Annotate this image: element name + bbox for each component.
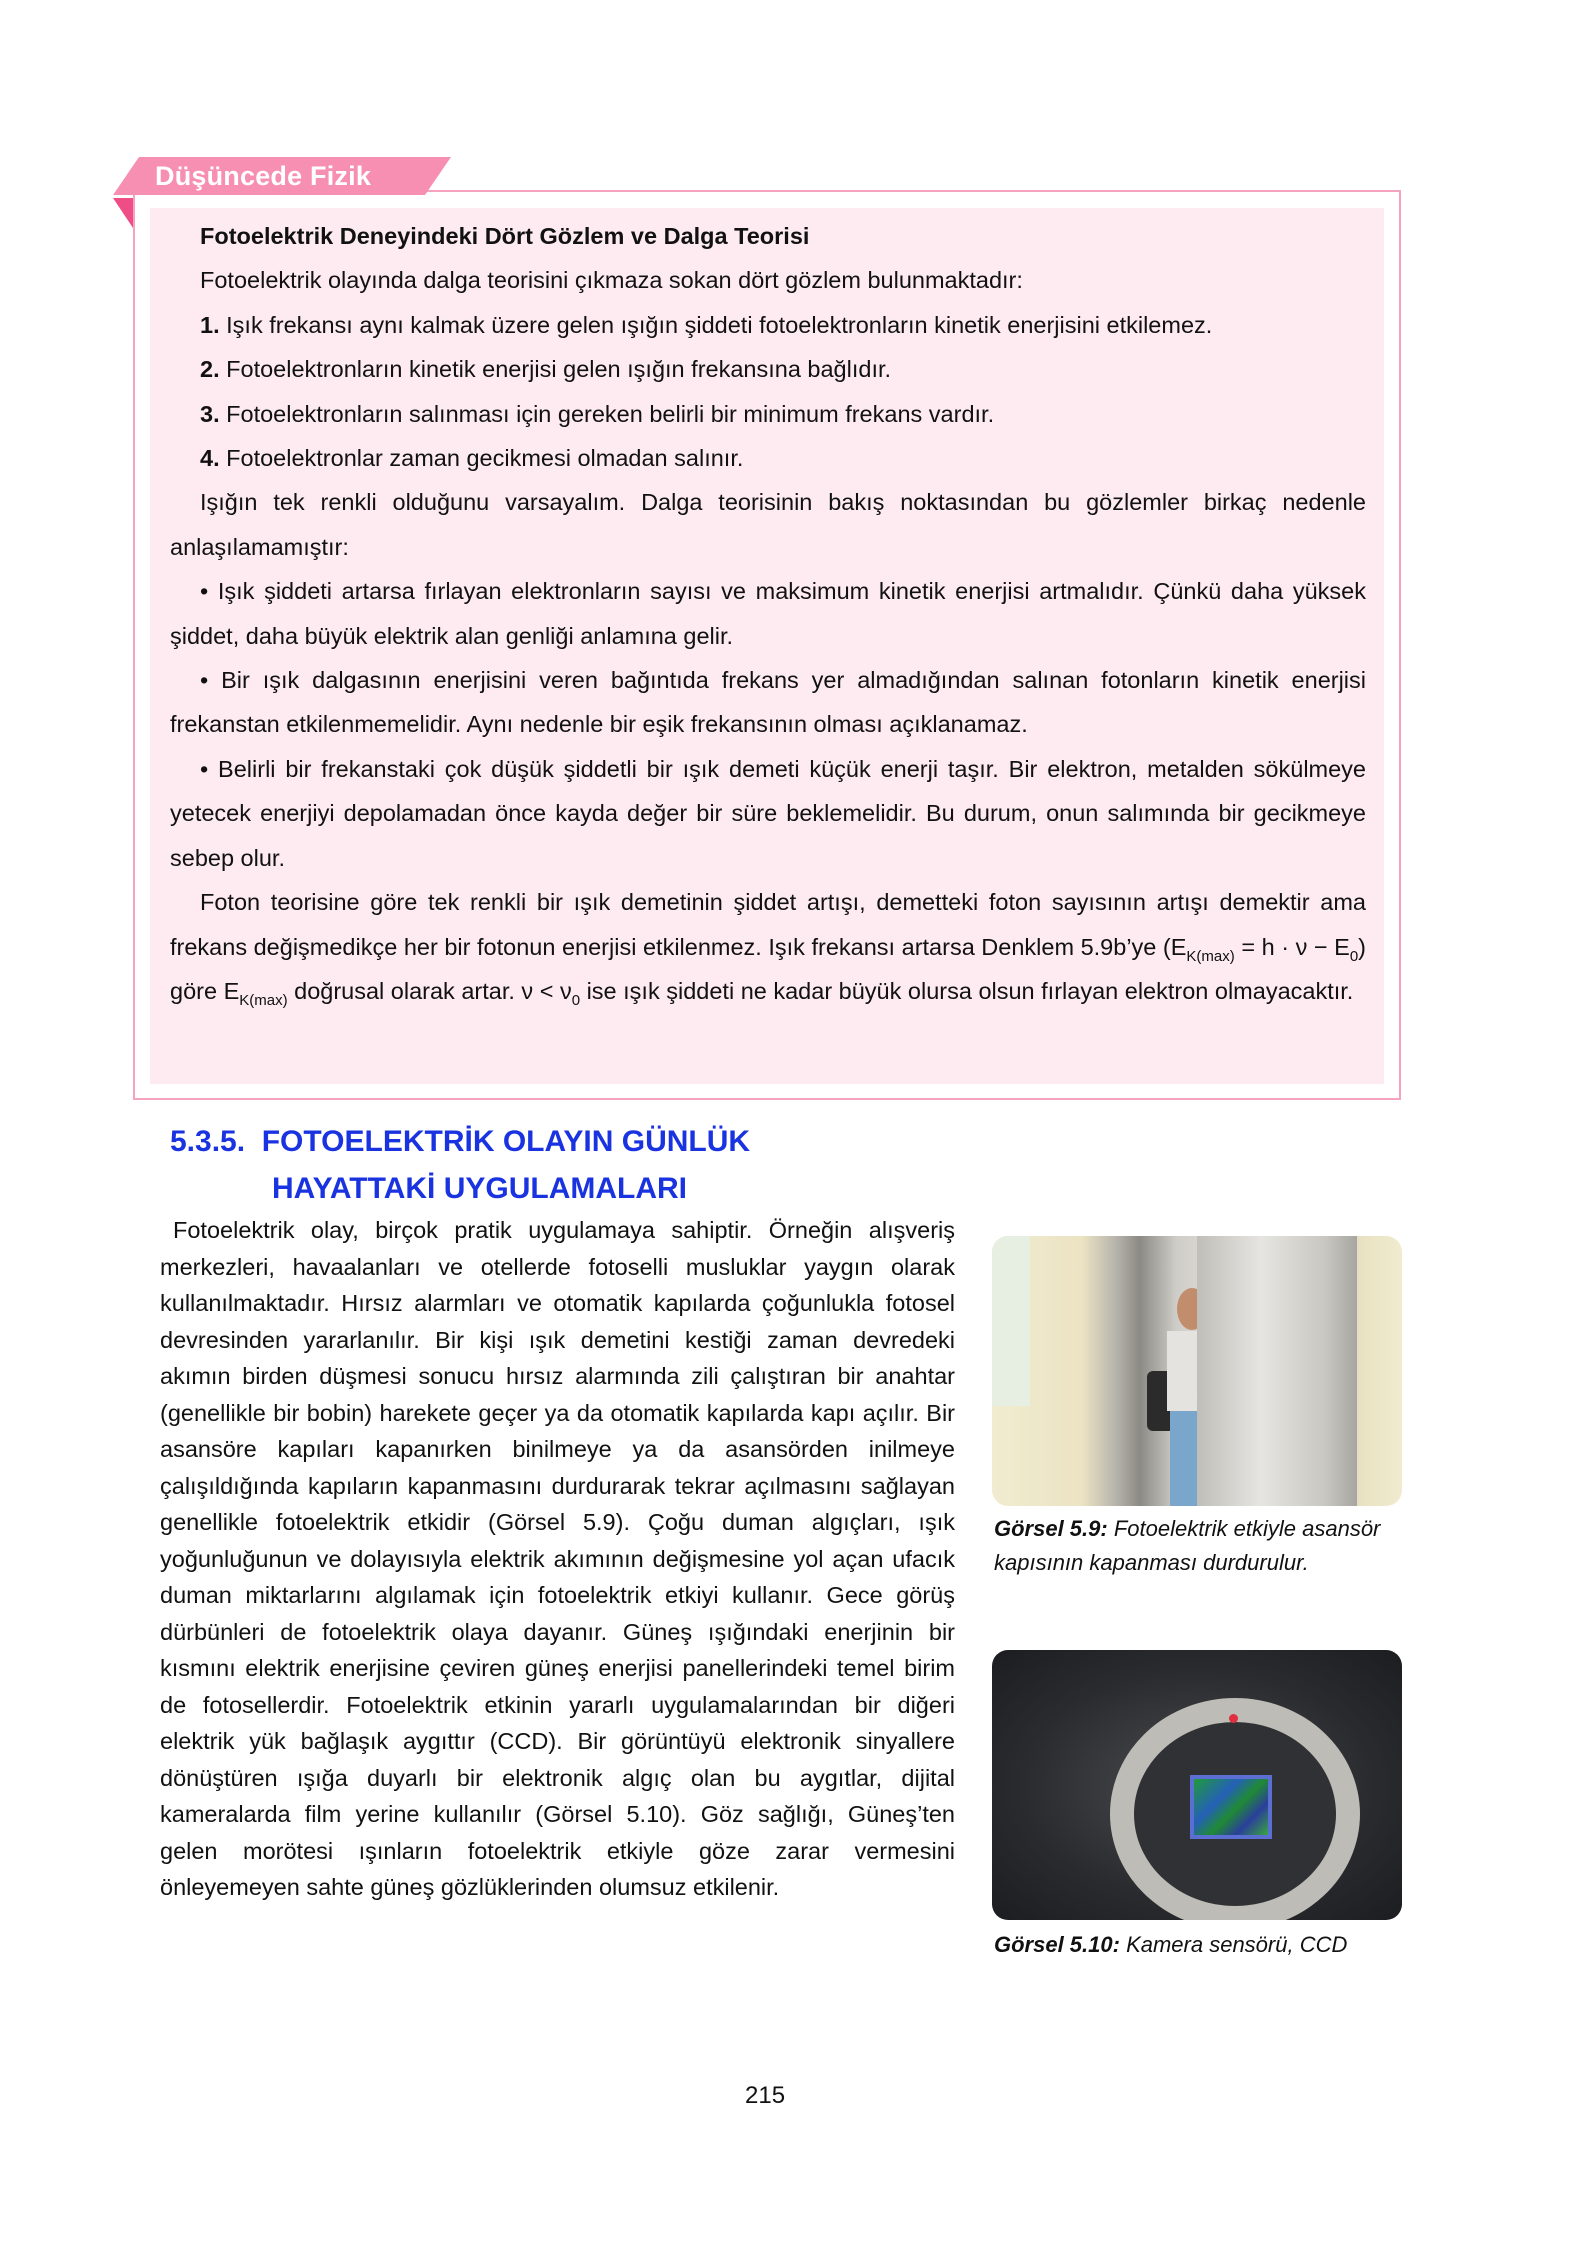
box-conclusion: Foton teorisine göre tek renkli bir ışık demetinin şiddet artışı, demetteki foton sayısının artışı demektir ama frekans değişmedikçe her bir fotonun enerjisi etkilenmez. Işık frekansı artarsa Denklem 5.9b’ye $(E_{K(max)} = h \cdot \nu - E_0)$ göre $E_{K(max)}$ doğrusal olarak artar. $\nu < \nu_0$ ise ışık şiddeti ne kadar büyük olursa olsun fırlayan elektron olmayacaktır. (170, 889, 1366, 1009)
elevator-door (1197, 1236, 1357, 1506)
bullet-3: • Belirli bir frekanstaki çok düşük şiddetli bir ışık demeti küçük enerji taşır. Bir elektron, metalden sökülmeye yetecek enerjiyi depolamadan önce kayda değer bir süre beklemelidir. Bu durum, onun salımında bir gecikmeye sebep olur. (170, 755, 1366, 871)
camera-sensor-photo (992, 1650, 1402, 1920)
section-heading-line1: 5.3.5. FOTOELEKTRİK OLAYIN GÜNLÜK (170, 1125, 751, 1158)
section-heading-line2: HAYATTAKİ UYGULAMALARI (272, 1172, 688, 1205)
tab-label: Düşüncede Fizik (155, 161, 372, 191)
box-assumption: Işığın tek renkli olduğunu varsayalım. Dalga teorisinin bakış noktasından bu gözlemler birkaç nedenle anlaşılamamıştır: (170, 489, 1366, 560)
observation-4: 4. Fotoelektronlar zaman gecikmesi olmadan salınır. (200, 445, 744, 472)
elevator-door-photo (992, 1236, 1402, 1506)
page-number: 215 (745, 2082, 786, 2109)
corner-flag-icon (113, 198, 133, 228)
box-intro: Fotoelektrik olayında dalga teorisini çıkmaza sokan dört gözlem bulunmaktadır: (200, 267, 1023, 294)
observation-2: 2. Fotoelektronların kinetik enerjisi gelen ışığın frekansına bağlıdır. (200, 356, 892, 383)
figure-caption-5-10: Görsel 5.10: Kamera sensörü, CCD (994, 1932, 1348, 1957)
box-title: Fotoelektrik Deneyindeki Dört Gözlem ve Dalga Teorisi (200, 223, 810, 249)
section-body (160, 1212, 955, 1906)
bullet-1: • Işık şiddeti artarsa fırlayan elektronların sayısı ve maksimum kinetik enerjisi artmalıdır. Çünkü daha yüksek şiddet, daha büyük elektrik alan genliği anlamına gelir. (170, 578, 1366, 649)
figure-caption-5-9: Görsel 5.9: Fotoelektrik etkiyle asansör kapısının kapanması durdurulur. (994, 1516, 1381, 1575)
thinking-physics-tab (113, 157, 451, 195)
wall-panel (992, 1236, 1030, 1406)
section-paragraph: Fotoelektrik olay, birçok pratik uygulamaya sahiptir. Örneğin alışveriş merkezleri, havaalanları ve otellerde fotoselli musluklar yaygın olarak kullanılmaktadır. Hırsız alarmları ve otomatik kapılarda çoğunlukla fotosel devresinden yararlanılır. Bir kişi ışık demetini kestiği zaman devredeki akımın birden düşmesi sonucu hırsız alarmında zili çalıştıran bir anahtar (genellikle bir bobin) harekete geçer ya da otomatik kapılarda kapı açılır. Bir asansöre kapıları kapanırken binilmeye ya da asansörden inilmeye çalışıldığında kapıların kapanmasını durdurarak tekrar açılmasını sağlayan genellikle fotoelektrik etkidir (Görsel 5.9). Çoğu duman algıçları, ışık yoğunluğunun ve dolayısıyla elektrik akımının değişmesine yol açan ufacık duman miktarlarını algılamak için fotoelektrik etkiyi kullanır. Gece görüş dürbünleri de fotoelektrik olaya dayanır. Güneş ışığındaki enerjinin bir kısmını elektrik enerjisine çeviren güneş enerjisi panellerindeki temel birim de fotosellerdir. Fotoelektrik etkinin yararlı uygulamalarından bir diğeri elektrik yük bağlaşık aygıttır (CCD). Bir görüntüyü elektronik sinyallere dönüştüren ışığa duyarlı bir elektronik algıç olan bu aygıtlar, dijital kameralarda film yerine kullanılır (Görsel 5.10). Göz sağlığı, Güneş’ten gelen morötesi ışınların fotoelektrik etkiyle göze zarar vermesini önleyemeyen sahte güneş gözlüklerinden olumsuz etkilenir. (160, 1217, 955, 1900)
ccd-sensor (1190, 1775, 1272, 1839)
box-content (150, 208, 1384, 1013)
observation-3: 3. Fotoelektronların salınması için gereken belirli bir minimum frekans vardır. (200, 400, 995, 427)
section-heading (170, 1118, 750, 1212)
bullet-2: • Bir ışık dalgasının enerjisini veren bağıntıda frekans yer almadığından salınan fotonların kinetik enerjisi frekanstan etkilenmemelidir. Aynı nedenle bir eşik frekansının olması açıklanamaz. (170, 667, 1366, 738)
observation-1: 1. Işık frekansı aynı kalmak üzere gelen ışığın şiddeti fotoelektronların kinetik enerjisini etkilemez. (200, 311, 1213, 338)
mount-index-dot (1229, 1714, 1238, 1723)
